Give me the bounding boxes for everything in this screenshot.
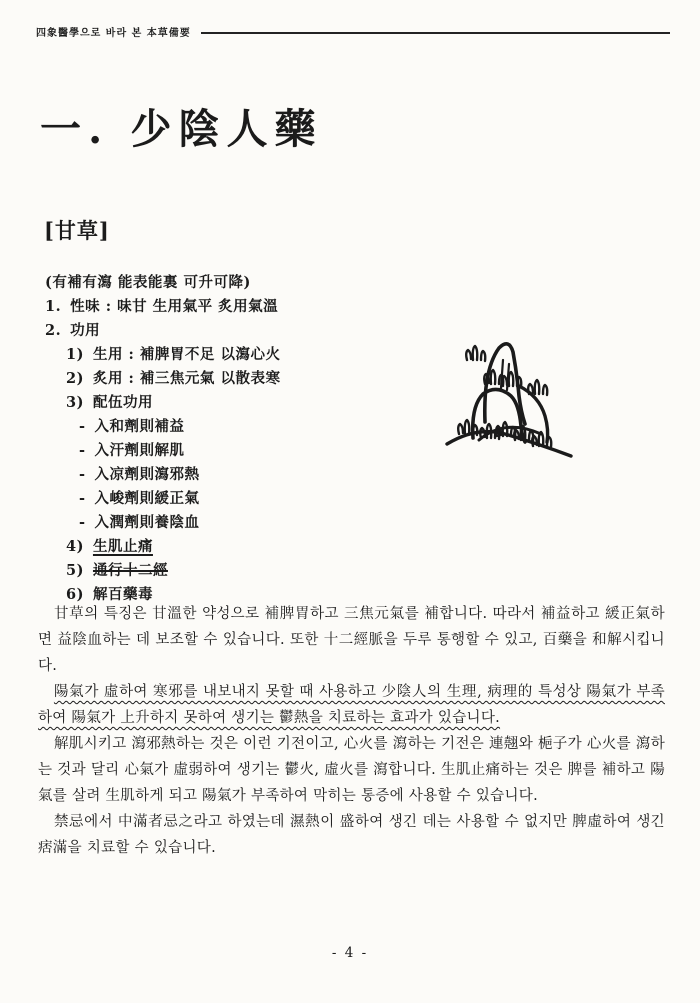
body-paragraph bbox=[38, 679, 665, 731]
body-paragraph bbox=[38, 601, 665, 679]
item-number: 1. bbox=[45, 298, 62, 315]
item-text: 性味 : 味甘 生用氣平 炙用氣溫 bbox=[70, 298, 279, 315]
outline-item bbox=[45, 439, 280, 463]
item-number: 2. bbox=[45, 322, 62, 339]
item-number: 2) bbox=[66, 370, 84, 387]
item-text: (有補有瀉 能表能裏 可升可降) bbox=[45, 274, 251, 291]
item-dash: - bbox=[79, 418, 86, 435]
item-dash: - bbox=[79, 442, 86, 459]
item-number: 1) bbox=[66, 346, 84, 363]
outline-item bbox=[45, 295, 280, 319]
item-dash: - bbox=[79, 514, 86, 531]
herb-properties-line bbox=[45, 271, 280, 295]
outline-item bbox=[45, 463, 280, 487]
item-number: 5) bbox=[66, 562, 84, 579]
item-dash: - bbox=[79, 466, 86, 483]
outline-item bbox=[45, 535, 280, 559]
item-dash: - bbox=[79, 490, 86, 507]
item-number: 3) bbox=[66, 394, 84, 411]
outline-item bbox=[45, 391, 280, 415]
item-text: 入峻劑則緩正氣 bbox=[94, 490, 200, 507]
running-head-title: 四象醫學으로 바라 본 本草備要 bbox=[36, 28, 191, 39]
item-text-underlined: 生肌止痛 bbox=[92, 538, 153, 555]
herb-outline-list bbox=[45, 271, 280, 607]
outline-item bbox=[45, 487, 280, 511]
item-text: 入潤劑則養陰血 bbox=[94, 514, 200, 531]
item-text: 入汗劑則解肌 bbox=[94, 442, 185, 459]
header-rule-divider bbox=[201, 32, 670, 34]
paragraph-text-underlined: 陽氣가 虛하여 寒邪를 내보내지 못할 때 사용하고 少陰人의 生理, 病理的 특성상 陽氣가 부족하여 陽氣가 上升하지 못하여 생기는 鬱熱을 치료하는 효과가 있습니다. bbox=[38, 684, 665, 726]
outline-item bbox=[45, 367, 280, 391]
item-number: 6) bbox=[66, 586, 84, 603]
chapter-title: 一. 少陰人藥 bbox=[40, 105, 323, 153]
outline-item bbox=[45, 511, 280, 535]
outline-item bbox=[45, 319, 280, 343]
body-paragraph bbox=[38, 731, 665, 809]
herb-section-title: [甘草] bbox=[44, 218, 110, 243]
item-text: 炙用 : 補三焦元氣 以散表寒 bbox=[92, 370, 281, 387]
herb-sketch-illustration bbox=[443, 330, 577, 462]
item-text: 入凉劑則瀉邪熱 bbox=[94, 466, 200, 483]
body-paragraph bbox=[38, 809, 665, 861]
item-number: 4) bbox=[66, 538, 84, 555]
body-text bbox=[38, 601, 665, 861]
page-header bbox=[36, 24, 670, 39]
outline-item bbox=[45, 343, 280, 367]
item-text: 功用 bbox=[70, 322, 101, 339]
item-text: 入和劑則補益 bbox=[94, 418, 185, 435]
item-text: 配伍功用 bbox=[92, 394, 153, 411]
outline-item bbox=[45, 559, 280, 583]
paragraph-text: 禁忌에서 中滿者忌之라고 하였는데 濕熱이 盛하여 생긴 데는 사용할 수 없지만 脾虛하여 생긴 痞滿을 치료할 수 있습니다. bbox=[38, 814, 665, 856]
outline-item bbox=[45, 415, 280, 439]
item-text-struck: 通行十二經 bbox=[92, 562, 168, 579]
paragraph-text: 甘草의 특징은 甘溫한 약성으로 補脾胃하고 三焦元氣를 補합니다. 따라서 補益하고 緩正氣하면 益陰血하는 데 보조할 수 있습니다. 또한 十二經脈을 두루 통행할 수 있고, 百藥을 和解시킵니다. bbox=[38, 606, 665, 674]
page-number: - 4 - bbox=[331, 945, 369, 961]
item-text: 生用 : 補脾胃不足 以瀉心火 bbox=[92, 346, 281, 363]
page-footer bbox=[0, 945, 700, 961]
herb-sketch-icon bbox=[443, 330, 577, 462]
paragraph-text: 解肌시키고 瀉邪熱하는 것은 이런 기전이고, 心火를 瀉하는 기전은 連翹와 梔子가 心火를 瀉하는 것과 달리 心氣가 虛弱하여 생기는 鬱火, 虛火를 瀉합니다. 生肌止痛하는 것은 脾를 補하고 陽氣를 살려 生肌하게 되고 陽氣가 부족하여 막히는 통증에 사용할 수 있습니다. bbox=[38, 736, 665, 804]
item-text: 解百藥毒 bbox=[92, 586, 153, 603]
